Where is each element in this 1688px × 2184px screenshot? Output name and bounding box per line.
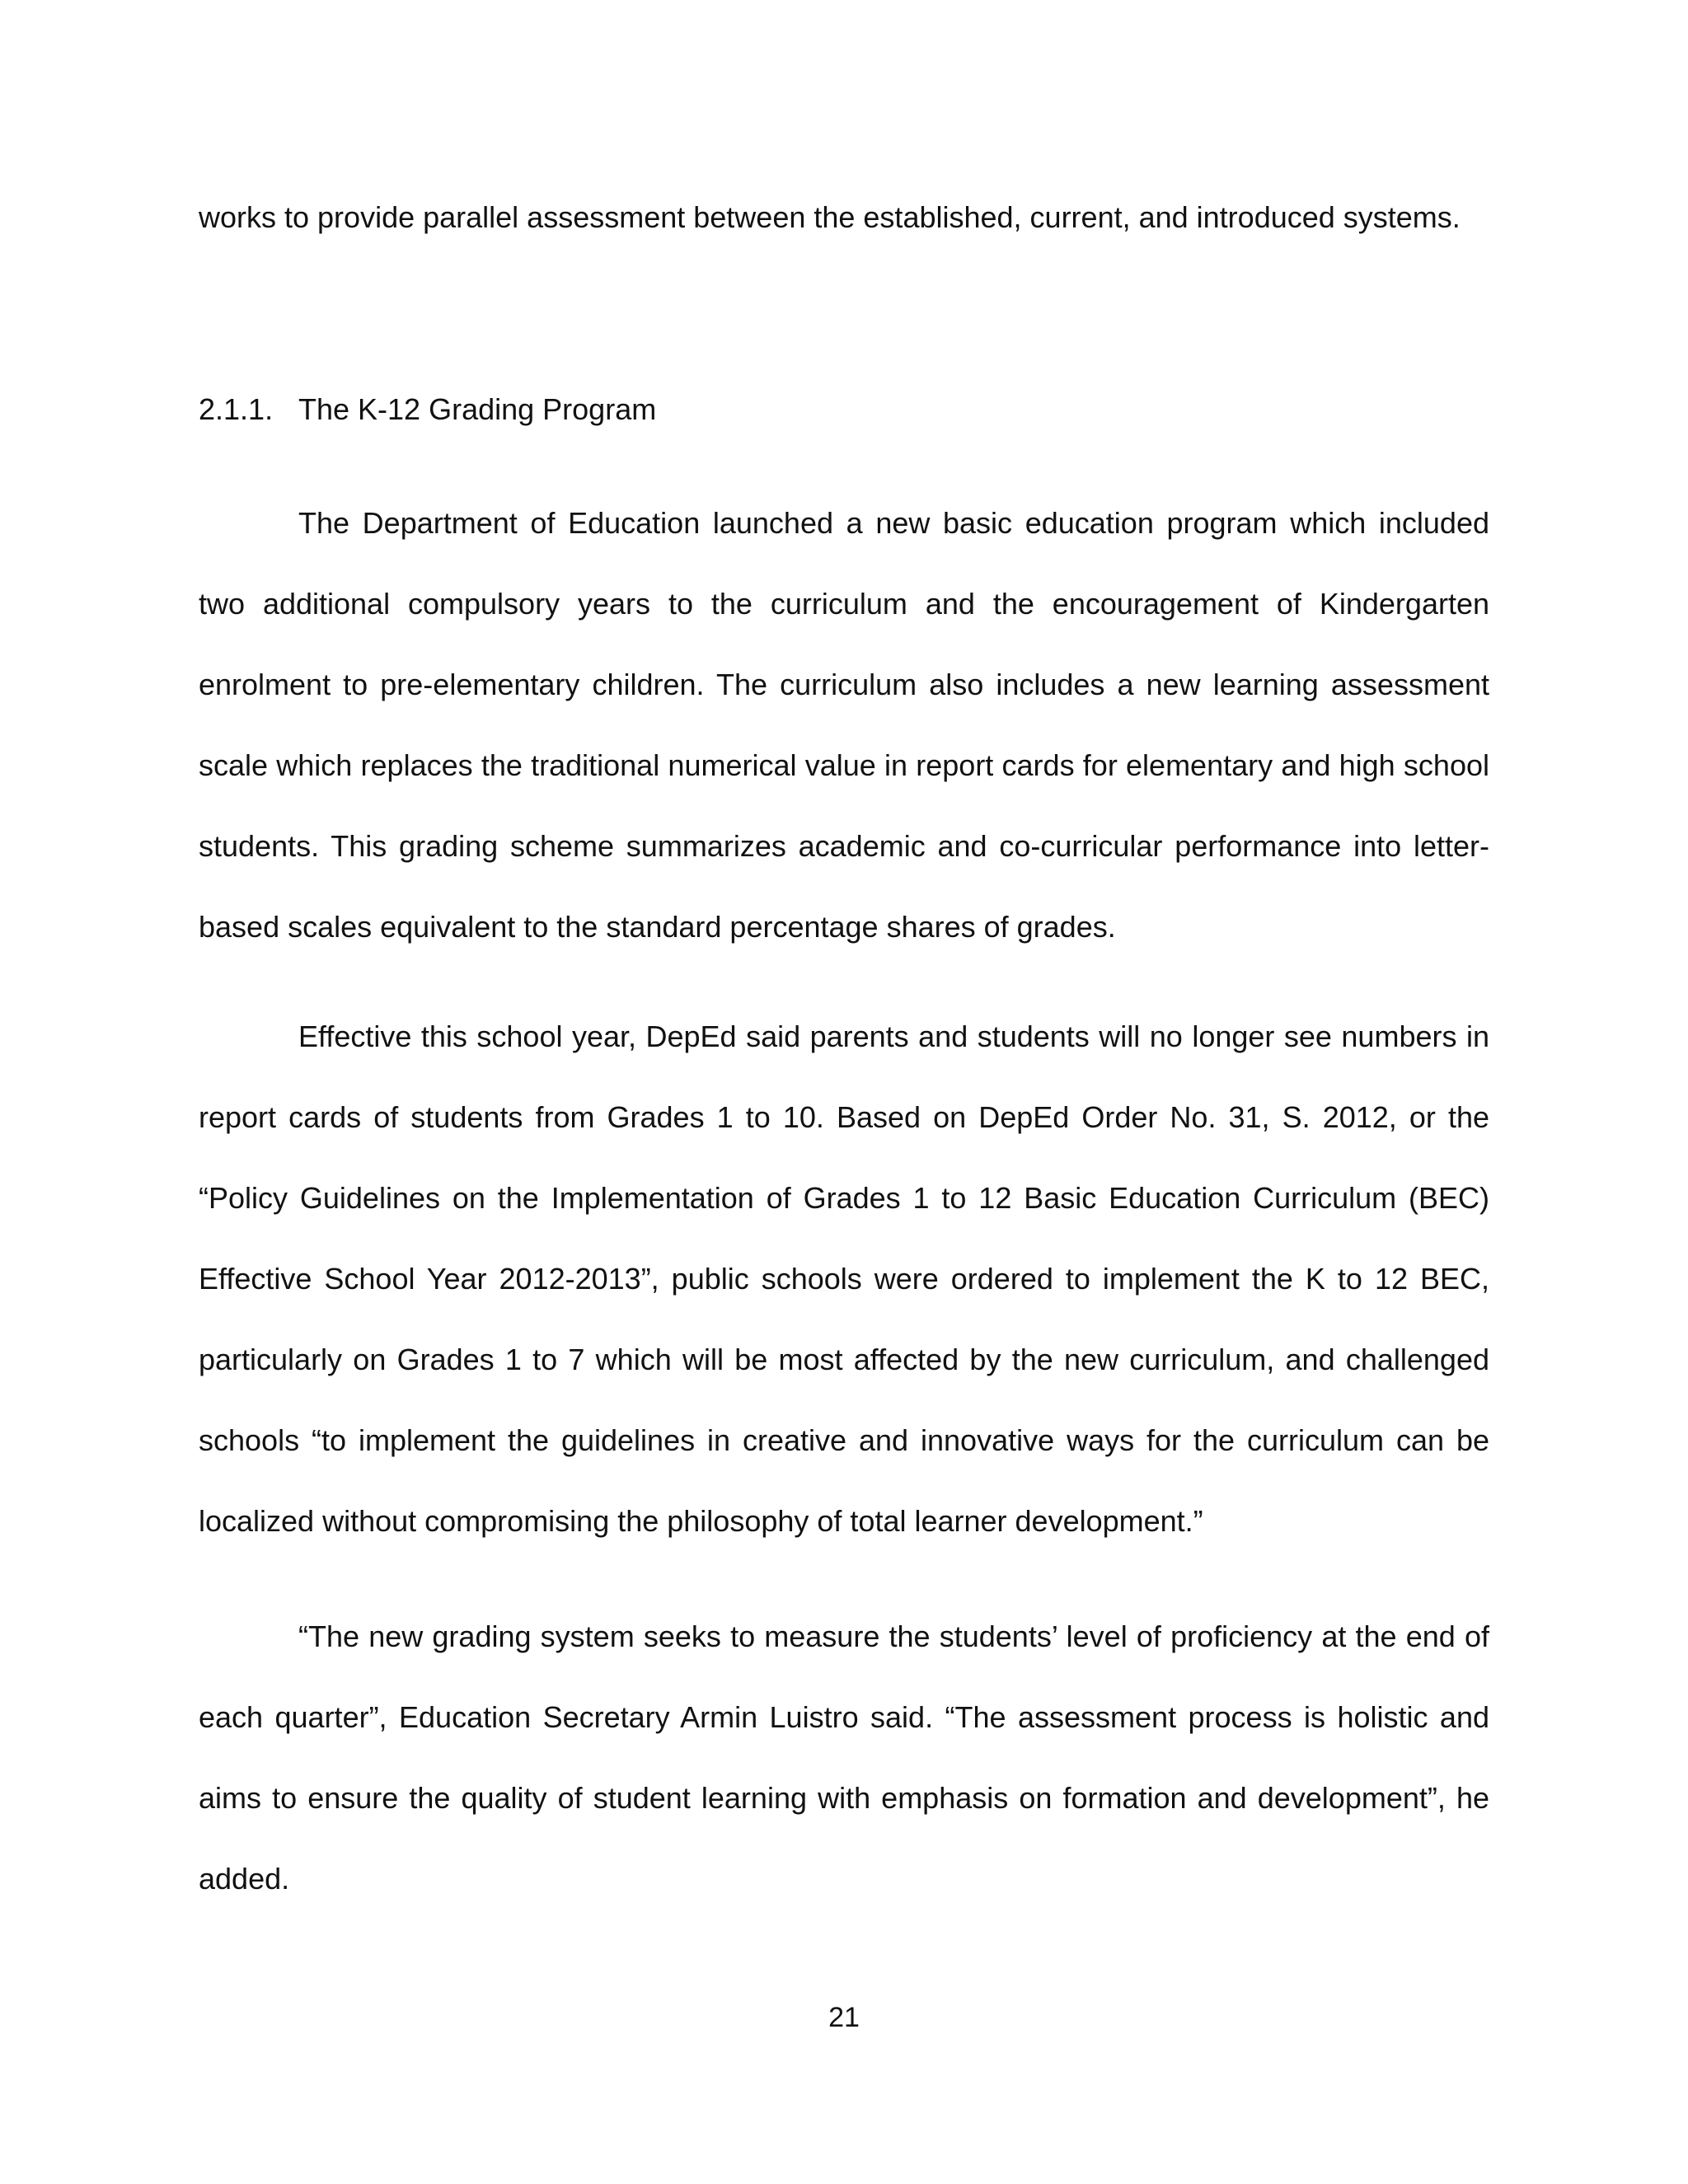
paragraph-k12-program: The Department of Education launched a new basic education program which included two additional compulsory years to the curriculum and the encouragement of Kindergarten enrolment to pre-elementary children. The curriculum also includes a new learning assessment scale which replaces the traditional numerical value in report cards for elementary and high school students. This grading scheme summarizes academic and co-curricular performance into letter-based scales equivalent to the standard percentage shares of grades. xyxy=(199,506,1489,944)
paragraph-luistro-quote: “The new grading system seeks to measure the students’ level of proficiency at the end of each quarter”, Education Secretary Armin Luistro said. “The assessment process is holistic and aims to ensure the quality of student learning with emphasis on formation and development”, he added. xyxy=(199,1619,1489,1896)
section-number: 2.1.1. xyxy=(199,392,274,426)
section-title: The K-12 Grading Program xyxy=(298,392,657,426)
page-number: 21 xyxy=(828,2002,860,2033)
continuation-paragraph: works to provide parallel assessment between the established, current, and introduced systems. xyxy=(199,200,1461,234)
section-heading xyxy=(199,369,656,450)
paragraph-deped-order: Effective this school year, DepEd said parents and students will no longer see numbers in report cards of students from Grades 1 to 10. Based on DepEd Order No. 31, S. 2012, or the “Policy Guidelines on the Implementation of Grades 1 to 12 Basic Education Curriculum (BEC) Effective School Year 2012-2013”, public schools were ordered to implement the K to 12 BEC, particularly on Grades 1 to 7 which will be most affected by the new curriculum, and challenged schools “to implement the guidelines in creative and innovative ways for the curriculum can be localized without compromising the philosophy of total learner development.” xyxy=(199,1019,1489,1538)
